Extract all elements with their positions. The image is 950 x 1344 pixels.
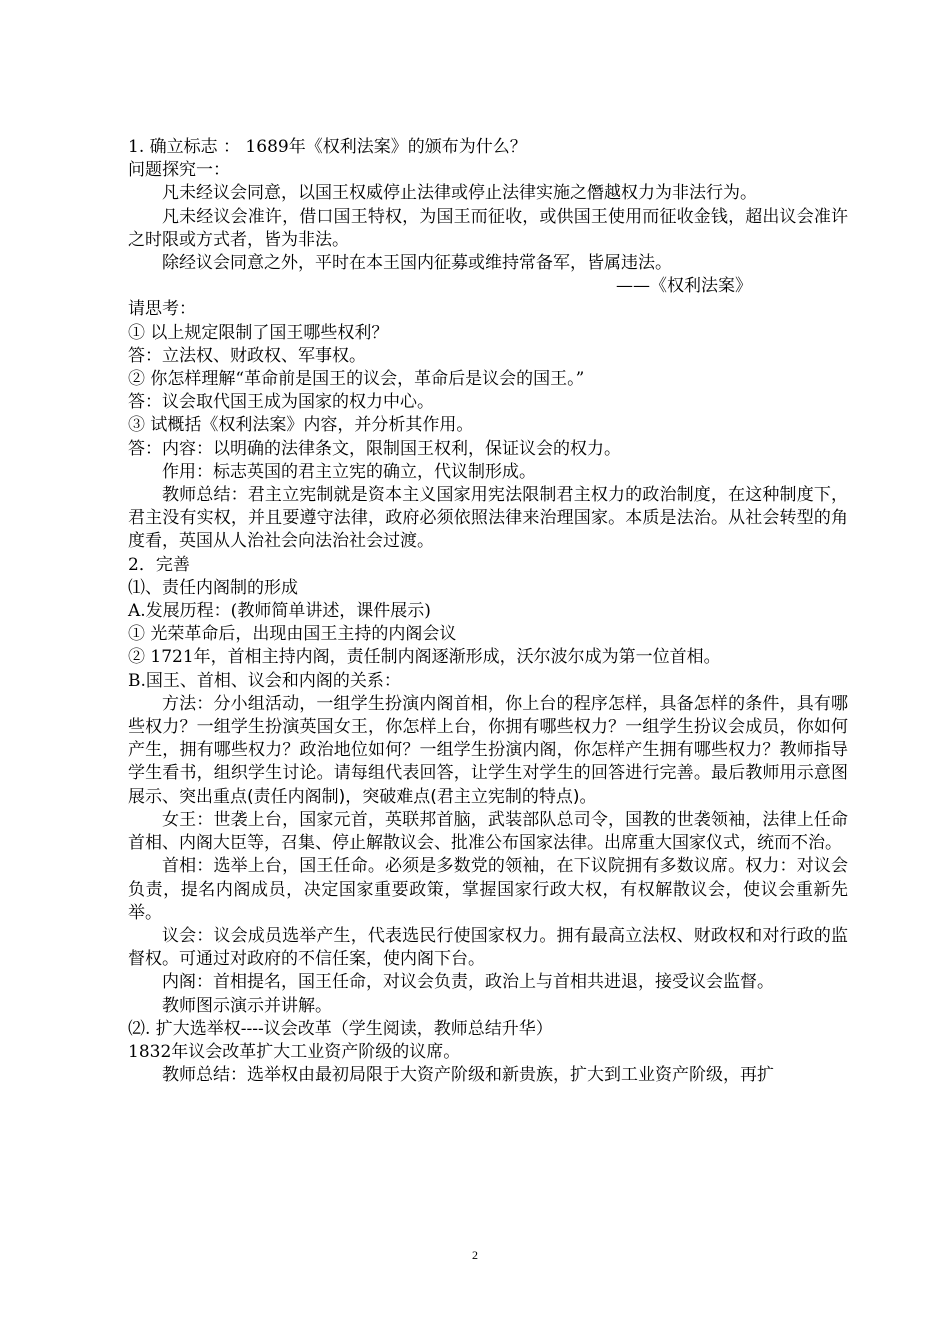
section-heading-establishment: 1. 确立标志 ： 1689年《权利法案》的颁布为什么？ xyxy=(128,137,527,157)
answer-3-effect: 作用：标志英国的君主立宪的确立，代议制形成。 xyxy=(162,461,536,482)
think-prompt: 请思考： xyxy=(128,299,196,320)
subheading-suffrage: ⑵. 扩大选举权----议会改革（学生阅读，教师总结升华） xyxy=(128,1018,553,1039)
subheading-cabinet: ⑴、责任内阁制的形成 xyxy=(128,577,298,598)
reform-1832: 1832年议会改革扩大工业资产阶级的议席。 xyxy=(128,1041,461,1062)
answer-3-content: 答：内容：以明确的法律条文，限制国王权利，保证议会的权力。 xyxy=(128,438,621,459)
queen-paragraph: 女王：世袭上台，国家元首，英联邦首脑，武装部队总司令，国教的世袭领袖，法律上任命首相、内阁大臣等，召集、停止解散议会、批准公布国家法律。出席重大国家仪式，统而不治。 xyxy=(128,809,848,854)
bill-of-rights-clause-3: 除经议会同意之外，平时在本王国内征募或维持常备军，皆属违法。 xyxy=(162,253,672,274)
parliament-paragraph: 议会：议会成员选举产生，代表选民行使国家权力。拥有最高立法权、财政权和对行政的监督权。可通过对政府的不信任案，使内阁下台。 xyxy=(128,925,848,970)
document-body xyxy=(128,136,848,1087)
method-paragraph: 方法：分小组活动，一组学生扮演内阁首相，你上台的程序怎样，具备怎样的条件，具有哪些权力？一组学生扮演英国女王，你怎样上台，你拥有哪些权力？一组学生扮议会成员，你如何产生，拥有哪些权力？政治地位如何？一组学生扮演内阁，你怎样产生拥有哪些权力？教师指导学生看书，组织学生讨论。请每组代表回答，让学生对学生的回答进行完善。最后教师用示意图展示、突出重点(责任内阁制)，突破难点(君主立宪制的特点)。 xyxy=(128,693,848,807)
answer-1: 答：立法权、财政权、军事权。 xyxy=(128,345,366,366)
quote-source: ——《权利法案》 xyxy=(616,276,752,297)
cabinet-paragraph: 内阁：首相提名，国王任命，对议会负责，政治上与首相共进退，接受议会监督。 xyxy=(162,972,774,993)
development-heading: A.发展历程：(教师简单讲述，课件展示) xyxy=(128,601,431,622)
inquiry-label: 问题探究一： xyxy=(128,160,230,181)
teacher-summary-2: 教师总结：选举权由最初局限于大资产阶级和新贵族，扩大到工业资产阶级，再扩 xyxy=(162,1065,774,1086)
section-heading-improvement: 2．完善 xyxy=(128,554,190,575)
question-1: ① 以上规定限制了国王哪些权利？ xyxy=(128,322,389,343)
question-3: ③ 试概括《权利法案》内容，并分析其作用。 xyxy=(128,415,474,436)
bill-of-rights-clause-2: 凡未经议会准许，借口国王特权，为国王而征收，或供国王使用而征收金钱，超出议会准许之时限或方式者，皆为非法。 xyxy=(128,206,848,250)
teacher-diagram-note: 教师图示演示并讲解。 xyxy=(162,995,332,1016)
page-number: 2 xyxy=(472,1248,478,1262)
development-item-2: ② 1721年，首相主持内阁，责任制内阁逐渐形成，沃尔波尔成为第一位首相。 xyxy=(128,647,721,668)
prime-minister-paragraph: 首相：选举上台，国王任命。必须是多数党的领袖，在下议院拥有多数议席。权力：对议会负责，提名内阁成员，决定国家重要政策，掌握国家行政大权，有权解散议会，使议会重新先举。 xyxy=(128,856,848,923)
development-item-1: ① 光荣革命后，出现由国王主持的内阁会议 xyxy=(128,624,457,645)
relationship-heading: B.国王、首相、议会和内阁的关系： xyxy=(128,670,401,691)
teacher-summary-1: 教师总结：君主立宪制就是资本主义国家用宪法限制君主权力的政治制度，在这种制度下，君主没有实权，并且要遵守法律，政府必须依照法律来治理国家。本质是法治。从社会转型的角度看，英国从人治社会向法治社会过渡。 xyxy=(128,485,848,552)
bill-of-rights-clause-1: 凡未经议会同意，以国王权威停止法律或停止法律实施之僭越权力为非法行为。 xyxy=(162,183,757,204)
answer-2: 答：议会取代国王成为国家的权力中心。 xyxy=(128,392,434,413)
question-2: ② 你怎样理解“革命前是国王的议会，革命后是议会的国王。” xyxy=(128,369,585,390)
